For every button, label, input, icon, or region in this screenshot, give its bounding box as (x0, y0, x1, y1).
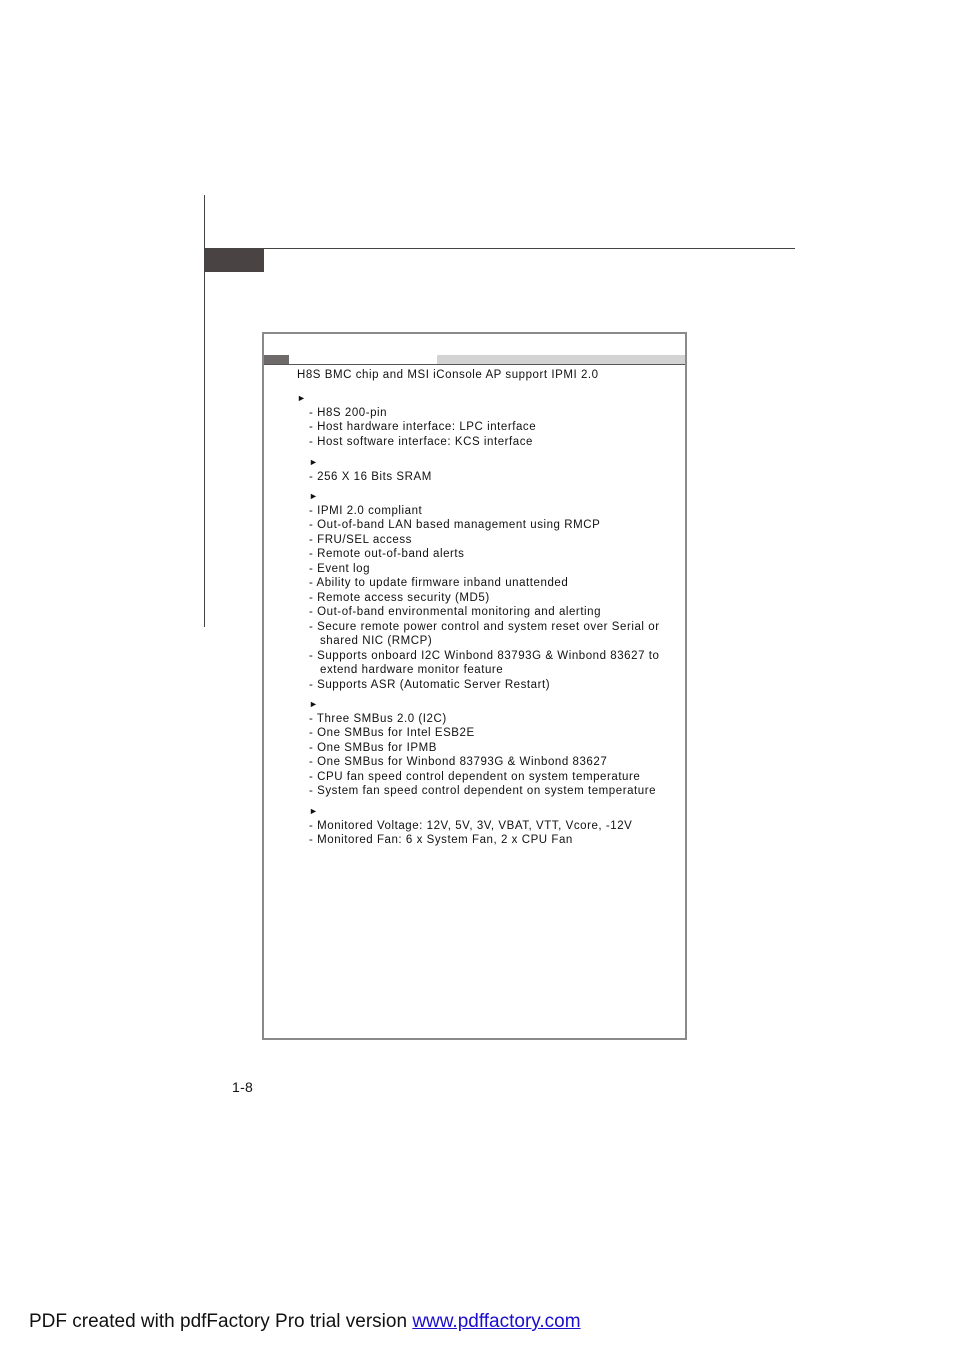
list-item: - Supports ASR (Automatic Server Restart) (309, 678, 551, 691)
list-item: - H8S 200-pin (309, 406, 388, 419)
ipmi-feature-box (262, 332, 687, 1040)
section-memory (309, 455, 679, 484)
list-item: - Ability to update firmware inband unattended (309, 577, 569, 589)
section-features (309, 489, 679, 692)
header-horizontal-rule (204, 248, 795, 249)
list-item: - Remote access security (MD5) (309, 591, 490, 604)
list-item: - Three SMBus 2.0 (I2C) (309, 712, 447, 725)
footer-link[interactable]: www.pdffactory.com (412, 1311, 581, 1332)
bullet-arrow-icon: ► (309, 491, 319, 501)
list-item: - Monitored Voltage: 12V, 5V, 3V, VBAT, VTT, Vcore, -12V (309, 819, 633, 832)
chapter-tab (205, 249, 264, 272)
bullet-arrow-icon: ► (297, 393, 307, 403)
list-item: - System fan speed control dependent on system temperature (309, 785, 657, 797)
section-monitoring (309, 804, 679, 848)
pdf-footer (29, 1311, 581, 1333)
list-item: - Secure remote power control and system reset over Serial or shared NIC (RMCP) (309, 620, 660, 647)
bullet-arrow-icon: ► (309, 806, 319, 816)
list-item: - Out-of-band LAN based management using RMCP (309, 519, 601, 531)
intro-text: H8S BMC chip and MSI iConsole AP support IPMI 2.0 (297, 369, 599, 381)
section-smbus (309, 697, 679, 799)
list-item: - Host software interface: KCS interface (309, 435, 533, 448)
box-header-bar (264, 355, 685, 365)
box-header-line (264, 364, 685, 365)
list-item: - 256 X 16 Bits SRAM (309, 470, 432, 483)
list-item: - Event log (309, 562, 371, 575)
list-item: - One SMBus for Winbond 83793G & Winbond 83627 (309, 756, 608, 768)
footer-text: PDF created with pdfFactory Pro trial version (29, 1311, 413, 1332)
list-item: - Supports onboard I2C Winbond 83793G & Winbond 83627 to extend hardware monitor feature (309, 649, 660, 676)
list-item: - CPU fan speed control dependent on system temperature (309, 770, 641, 783)
bullet-arrow-icon: ► (309, 457, 319, 467)
list-item: - One SMBus for IPMB (309, 741, 437, 754)
list-item: - Out-of-band environmental monitoring and alerting (309, 606, 602, 618)
list-item: - Monitored Fan: 6 x System Fan, 2 x CPU Fan (309, 834, 573, 846)
bullet-arrow-icon: ► (309, 699, 319, 709)
list-item: - Host hardware interface: LPC interface (309, 421, 537, 433)
list-item: - IPMI 2.0 compliant (309, 504, 423, 517)
list-item: - One SMBus for Intel ESB2E (309, 727, 475, 739)
section-processor (297, 391, 667, 449)
list-item: - FRU/SEL access (309, 533, 412, 546)
box-header-light-block (437, 355, 685, 364)
page-number: 1-8 (232, 1079, 254, 1095)
list-item: - Remote out-of-band alerts (309, 548, 465, 560)
